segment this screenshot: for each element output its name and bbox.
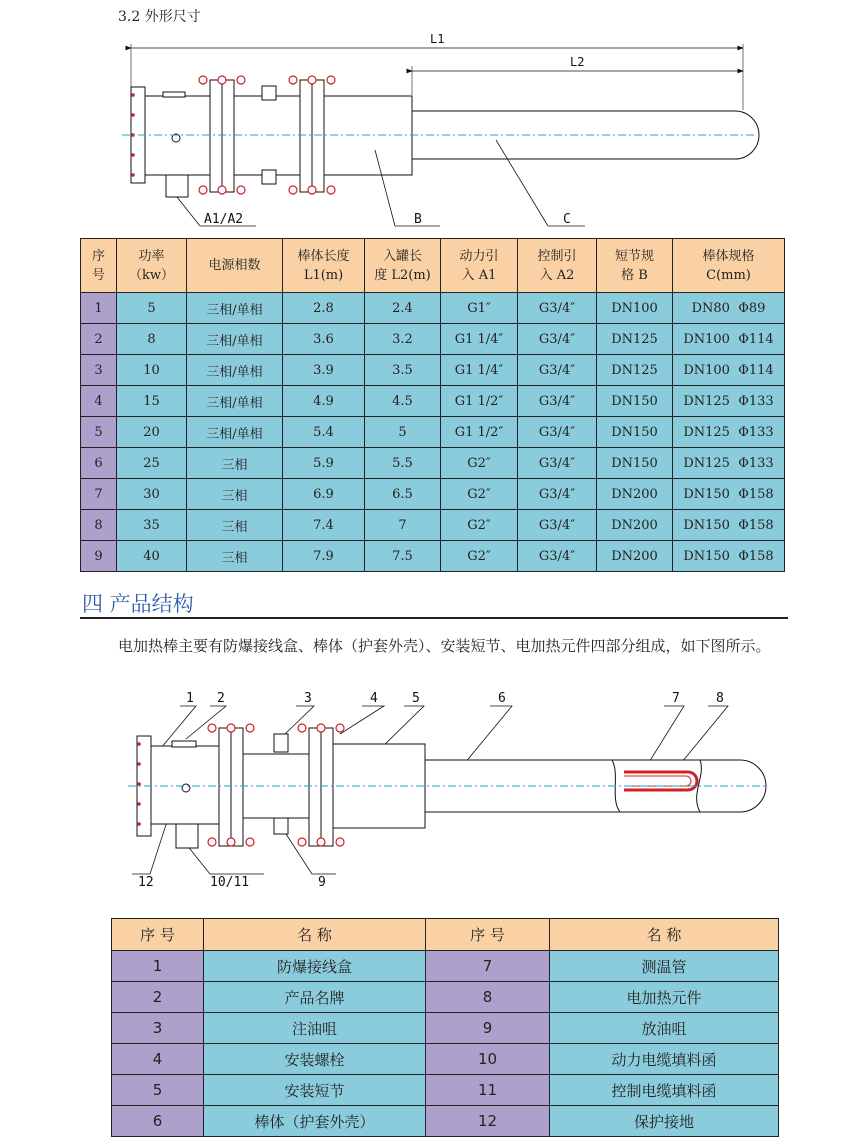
spec-cell: 7 <box>81 479 117 510</box>
callout-6: 6 <box>498 691 506 706</box>
spec-row <box>81 293 785 324</box>
spec-cell: 30 <box>117 479 187 510</box>
spec-table <box>80 238 785 572</box>
spec-cell: 6.5 <box>365 479 441 510</box>
section-title: 四 产品结构 <box>82 592 194 616</box>
callout-9: 9 <box>318 875 326 890</box>
intro-paragraph: 电加热棒主要有防爆接线盒、棒体（护套外壳）、安装短节、电加热元件四部分组成，如下图所示。 <box>118 637 771 655</box>
spec-cell: 三相/单相 <box>187 355 283 386</box>
spec-cell: 7.9 <box>283 541 365 572</box>
spec-cell: G3/4″ <box>518 541 597 572</box>
spec-cell: DN125 Φ133 <box>673 448 785 479</box>
spec-cell: DN80 Φ89 <box>673 293 785 324</box>
part-name: 动力电缆填料函 <box>550 1044 779 1075</box>
spec-cell: 20 <box>117 417 187 448</box>
spec-row <box>81 355 785 386</box>
part-number: 2 <box>112 982 204 1013</box>
parts-row <box>112 1044 779 1075</box>
oil-fill-plug <box>262 86 276 100</box>
spec-cell: 8 <box>81 510 117 541</box>
spec-cell: G3/4″ <box>518 324 597 355</box>
spec-cell: G3/4″ <box>518 448 597 479</box>
part-number: 8 <box>426 982 550 1013</box>
spec-cell: 三相 <box>187 541 283 572</box>
header-nozzle-b: 短节规 格 B <box>597 239 673 293</box>
spec-cell: 7.4 <box>283 510 365 541</box>
parts-row <box>112 951 779 982</box>
parts-row <box>112 1106 779 1137</box>
callout-12: 12 <box>138 875 154 890</box>
callout-10-11: 10/11 <box>210 875 250 890</box>
spec-cell: 5 <box>365 417 441 448</box>
spec-cell: G3/4″ <box>518 479 597 510</box>
spec-cell: G1″ <box>441 293 518 324</box>
spec-cell: 三相 <box>187 510 283 541</box>
l1-label: L1 <box>430 32 445 46</box>
spec-cell: DN150 <box>597 417 673 448</box>
parts-table <box>111 918 779 1137</box>
callout-5: 5 <box>412 691 420 706</box>
spec-cell: 三相 <box>187 448 283 479</box>
spec-cell: 1 <box>81 293 117 324</box>
parts-header-index-1: 序 号 <box>112 919 204 951</box>
spec-cell: 2.8 <box>283 293 365 324</box>
spec-cell: 25 <box>117 448 187 479</box>
section-subtitle: 3.2 外形尺寸 <box>118 9 201 25</box>
part-name: 电加热元件 <box>550 982 779 1013</box>
spec-cell: G2″ <box>441 479 518 510</box>
spec-cell: DN150 <box>597 386 673 417</box>
header-length-l2: 入罐长 度 L2(m) <box>365 239 441 293</box>
spec-cell: DN125 <box>597 355 673 386</box>
part-name: 防爆接线盒 <box>204 951 426 982</box>
spec-cell: DN100 Φ114 <box>673 324 785 355</box>
spec-cell: G3/4″ <box>518 417 597 448</box>
callout-8: 8 <box>716 691 724 706</box>
spec-cell: 3.9 <box>283 355 365 386</box>
spec-row <box>81 479 785 510</box>
spec-cell: 5 <box>117 293 187 324</box>
header-index: 序 号 <box>81 239 117 293</box>
spec-cell: DN100 Φ114 <box>673 355 785 386</box>
spec-cell: G1 1/2″ <box>441 417 518 448</box>
spec-cell: 5 <box>81 417 117 448</box>
parts-header-index-2: 序 号 <box>426 919 550 951</box>
spec-cell: 2.4 <box>365 293 441 324</box>
spec-cell: G1 1/4″ <box>441 355 518 386</box>
cable-gland <box>166 175 188 197</box>
callout-7: 7 <box>672 691 680 706</box>
section-divider <box>80 617 788 619</box>
spec-cell: G1 1/2″ <box>441 386 518 417</box>
spec-cell: 三相/单相 <box>187 324 283 355</box>
part-name: 测温管 <box>550 951 779 982</box>
spec-cell: 三相/单相 <box>187 386 283 417</box>
spec-cell: G3/4″ <box>518 386 597 417</box>
spec-cell: 5.9 <box>283 448 365 479</box>
part-number: 4 <box>112 1044 204 1075</box>
spec-cell: DN200 <box>597 479 673 510</box>
part-name: 产品名牌 <box>204 982 426 1013</box>
a1-a2-label: A1/A2 <box>204 212 244 227</box>
spec-row <box>81 510 785 541</box>
spec-cell: G3/4″ <box>518 355 597 386</box>
spec-cell: DN100 <box>597 293 673 324</box>
spec-cell: DN125 Φ133 <box>673 417 785 448</box>
spec-cell: G3/4″ <box>518 293 597 324</box>
oil-drain-plug <box>262 170 276 184</box>
header-phase: 电源相数 <box>187 239 283 293</box>
spec-cell: 三相/单相 <box>187 293 283 324</box>
part-number: 5 <box>112 1075 204 1106</box>
callout-4: 4 <box>370 691 378 706</box>
spec-cell: G2″ <box>441 510 518 541</box>
spec-cell: 7.5 <box>365 541 441 572</box>
spec-cell: 5.5 <box>365 448 441 479</box>
spec-cell: 40 <box>117 541 187 572</box>
spec-cell: DN150 <box>597 448 673 479</box>
spec-cell: 三相/单相 <box>187 417 283 448</box>
b-label: B <box>414 212 422 227</box>
spec-cell: 35 <box>117 510 187 541</box>
spec-cell: DN150 Φ158 <box>673 510 785 541</box>
structure-drawing <box>0 684 868 910</box>
spec-cell: 7 <box>365 510 441 541</box>
spec-cell: 三相 <box>187 479 283 510</box>
spec-row <box>81 386 785 417</box>
part-number: 1 <box>112 951 204 982</box>
parts-row <box>112 1075 779 1106</box>
part-number: 12 <box>426 1106 550 1137</box>
spec-cell: 10 <box>117 355 187 386</box>
header-power-entry-a1: 动力引 入 A1 <box>441 239 518 293</box>
spec-cell: 3.2 <box>365 324 441 355</box>
spec-cell: 5.4 <box>283 417 365 448</box>
part-number: 10 <box>426 1044 550 1075</box>
part-name: 棒体（护套外壳） <box>204 1106 426 1137</box>
spec-row <box>81 417 785 448</box>
spec-row <box>81 324 785 355</box>
spec-cell: DN200 <box>597 541 673 572</box>
spec-cell: 6.9 <box>283 479 365 510</box>
spec-cell: 3 <box>81 355 117 386</box>
spec-cell: 15 <box>117 386 187 417</box>
part-number: 9 <box>426 1013 550 1044</box>
spec-cell: DN200 <box>597 510 673 541</box>
spec-cell: 6 <box>81 448 117 479</box>
part-name: 注油咀 <box>204 1013 426 1044</box>
part-number: 6 <box>112 1106 204 1137</box>
spec-cell: 3.6 <box>283 324 365 355</box>
part-number: 11 <box>426 1075 550 1106</box>
callout-2: 2 <box>217 691 225 706</box>
header-length-l1: 棒体长度 L1(m) <box>283 239 365 293</box>
spec-cell: 4.9 <box>283 386 365 417</box>
header-rod-c: 棒体规格 C(mm) <box>673 239 785 293</box>
spec-cell: DN150 Φ158 <box>673 479 785 510</box>
spec-cell: G2″ <box>441 448 518 479</box>
spec-header-row <box>81 239 785 293</box>
parts-header-name-2: 名 称 <box>550 919 779 951</box>
spec-cell: 4.5 <box>365 386 441 417</box>
spec-cell: 2 <box>81 324 117 355</box>
callout-3: 3 <box>304 691 312 706</box>
part-name: 安装螺栓 <box>204 1044 426 1075</box>
header-power: 功率 （kw） <box>117 239 187 293</box>
spec-cell: 4 <box>81 386 117 417</box>
spec-cell: DN125 Φ133 <box>673 386 785 417</box>
part-name: 保护接地 <box>550 1106 779 1137</box>
spec-cell: 9 <box>81 541 117 572</box>
spec-row <box>81 541 785 572</box>
part-name: 安装短节 <box>204 1075 426 1106</box>
parts-header-name-1: 名 称 <box>204 919 426 951</box>
part-name: 放油咀 <box>550 1013 779 1044</box>
parts-header-row <box>112 919 779 951</box>
spec-cell: DN125 <box>597 324 673 355</box>
header-control-entry-a2: 控制引 入 A2 <box>518 239 597 293</box>
part-number: 3 <box>112 1013 204 1044</box>
callout-1: 1 <box>186 691 194 706</box>
parts-row <box>112 1013 779 1044</box>
spec-cell: 3.5 <box>365 355 441 386</box>
l2-label: L2 <box>570 55 585 69</box>
part-number: 7 <box>426 951 550 982</box>
spec-cell: DN150 Φ158 <box>673 541 785 572</box>
spec-cell: G2″ <box>441 541 518 572</box>
spec-cell: G3/4″ <box>518 510 597 541</box>
dimension-drawing <box>0 0 868 238</box>
spec-row <box>81 448 785 479</box>
spec-cell: 8 <box>117 324 187 355</box>
part-name: 控制电缆填料函 <box>550 1075 779 1106</box>
c-label: C <box>563 212 571 227</box>
spec-cell: G1 1/4″ <box>441 324 518 355</box>
parts-row <box>112 982 779 1013</box>
